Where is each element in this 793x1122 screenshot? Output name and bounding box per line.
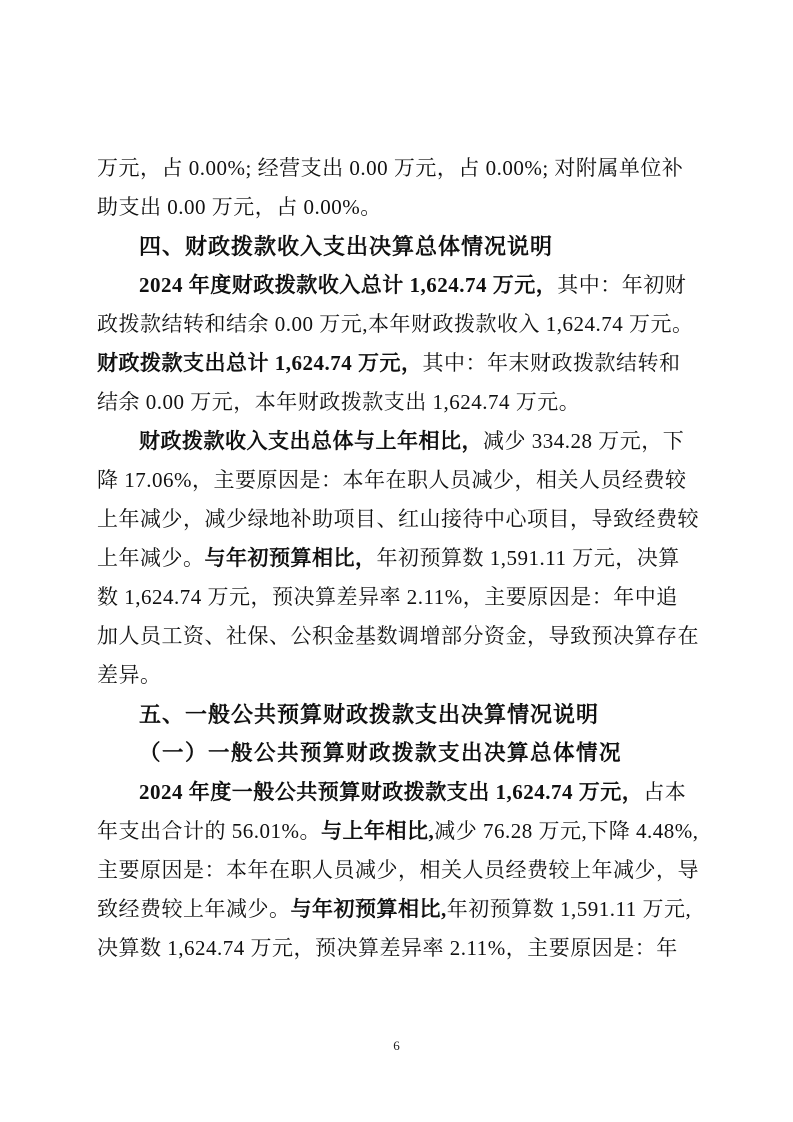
- text-segment: 其中：年末财政拨款结转和: [422, 351, 681, 375]
- text-line: [97, 929, 697, 968]
- text-segment: 财政拨款收入支出总体与上年相比，: [139, 429, 483, 453]
- text-line: [97, 812, 697, 851]
- text-segment: 助支出 0.00 万元，占 0.00%。: [97, 195, 382, 219]
- text-line: [97, 422, 697, 461]
- text-segment: 五、一般公共预算财政拨款支出决算情况说明: [139, 702, 600, 727]
- text-segment: 上年减少，减少绿地补助项目、红山接待中心项目，导致经费较: [97, 507, 699, 531]
- text-line: [97, 305, 697, 344]
- text-line: [97, 656, 697, 695]
- text-segment: 差异。: [97, 663, 162, 687]
- text-line: [97, 890, 697, 929]
- text-line: [97, 539, 697, 578]
- text-line: [97, 266, 697, 305]
- section-heading: [97, 734, 697, 773]
- document-body: [97, 149, 697, 968]
- text-segment: 四、财政拨款收入支出决算总体情况说明: [139, 234, 554, 259]
- text-segment: 年初预算数 1,591.11 万元，决算: [376, 546, 680, 570]
- text-line: [97, 149, 697, 188]
- text-segment: 年初预算数 1,591.11 万元,: [446, 897, 692, 921]
- text-segment: 与上年相比,: [321, 819, 435, 843]
- text-segment: 数 1,624.74 万元，预决算差异率 2.11%，主要原因是：年中追: [97, 585, 678, 609]
- text-segment: 结余 0.00 万元，本年财政拨款支出 1,624.74 万元。: [97, 390, 581, 414]
- text-line: [97, 461, 697, 500]
- text-line: [97, 500, 697, 539]
- text-line: [97, 383, 697, 422]
- text-segment: 万元，占 0.00%; 经营支出 0.00 万元，占 0.00%; 对附属单位补: [97, 156, 684, 180]
- text-segment: 致经费较上年减少。: [97, 897, 291, 921]
- text-line: [97, 617, 697, 656]
- text-segment: 决算数 1,624.74 万元，预决算差异率 2.11%，主要原因是：年: [97, 936, 678, 960]
- text-segment: 其中：年初财: [557, 273, 687, 297]
- text-segment: （一）一般公共预算财政拨款支出决算总体情况: [139, 741, 623, 765]
- text-segment: 与年初预算相比，: [204, 546, 377, 570]
- section-heading: [97, 227, 697, 266]
- page-number: 6: [393, 1038, 400, 1053]
- text-line: [97, 773, 697, 812]
- text-segment: 降 17.06%，主要原因是：本年在职人员减少，相关人员经费较: [97, 468, 687, 492]
- text-segment: 占本: [643, 780, 687, 804]
- text-line: [97, 344, 697, 383]
- text-segment: 与年初预算相比,: [290, 897, 447, 921]
- text-line: [97, 578, 697, 617]
- text-segment: 年支出合计的 56.01%。: [97, 819, 321, 843]
- text-segment: 2024 年度财政拨款收入总计 1,624.74 万元，: [139, 273, 558, 297]
- text-segment: 减少 334.28 万元，下: [483, 429, 685, 453]
- text-segment: 上年减少。: [97, 546, 205, 570]
- text-segment: 2024 年度一般公共预算财政拨款支出 1,624.74 万元，: [139, 780, 644, 804]
- text-segment: 财政拨款支出总计 1,624.74 万元，: [97, 351, 423, 375]
- text-line: [97, 188, 697, 227]
- section-heading: [97, 695, 697, 734]
- text-segment: 政拨款结转和结余 0.00 万元,本年财政拨款收入 1,624.74 万元。: [97, 312, 694, 336]
- text-segment: 加人员工资、社保、公积金基数调增部分资金，导致预决算存在: [97, 624, 699, 648]
- text-line: [97, 851, 697, 890]
- text-segment: 主要原因是：本年在职人员减少，相关人员经费较上年减少，导: [97, 858, 699, 882]
- text-segment: 减少 76.28 万元,下降 4.48%,: [434, 819, 699, 843]
